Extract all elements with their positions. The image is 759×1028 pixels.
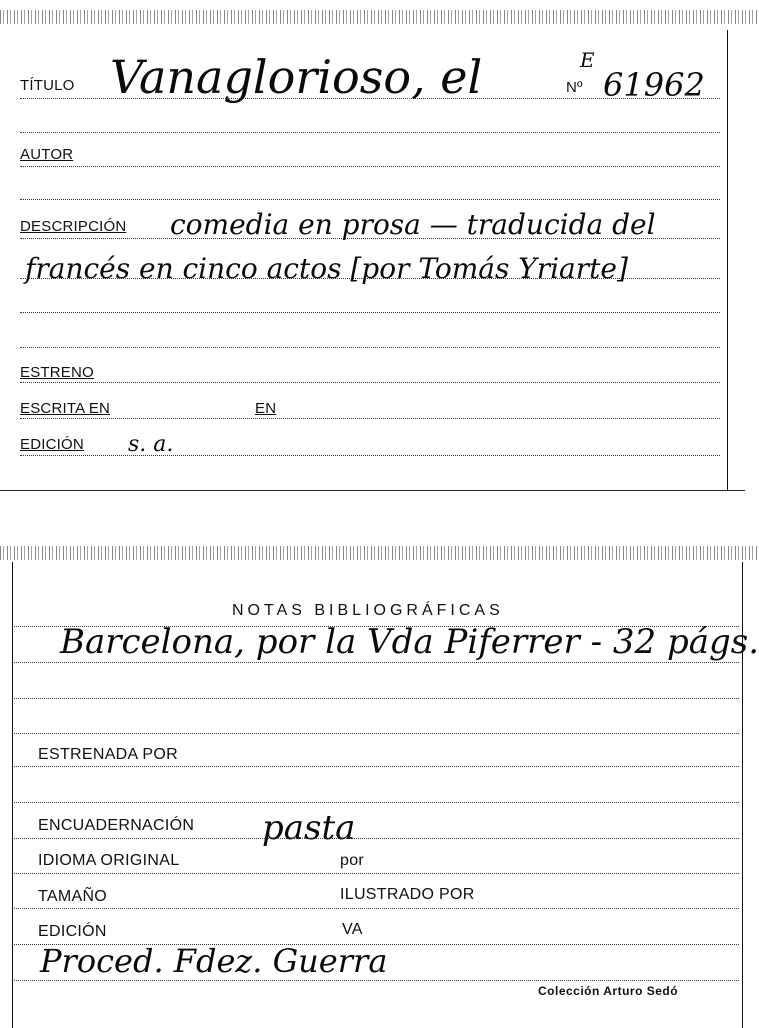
tamano-label: TAMAÑO bbox=[38, 888, 108, 905]
descripcion-line2: francés en cinco actos [por Tomás Yriarte] bbox=[25, 252, 628, 285]
descripcion-label: DESCRIPCIÓN bbox=[20, 218, 127, 235]
ruled-line bbox=[20, 347, 720, 348]
numero-mark: E bbox=[580, 48, 595, 72]
edicion-label: EDICIÓN bbox=[38, 923, 107, 940]
ruled-line bbox=[20, 312, 720, 313]
idioma-original-label: IDIOMA ORIGINAL bbox=[38, 852, 180, 869]
edicion-label: EDICIÓN bbox=[20, 436, 84, 453]
escrita-en-label: ESCRITA EN bbox=[20, 400, 111, 417]
notas-value: Barcelona, por la Vda Piferrer - 32 págs. bbox=[60, 622, 759, 662]
card-border-left bbox=[12, 562, 13, 1028]
estrenada-por-label: ESTRENADA POR bbox=[38, 746, 178, 763]
ruled-line bbox=[14, 908, 739, 909]
ruled-line bbox=[14, 873, 739, 874]
autor-label: AUTOR bbox=[20, 146, 74, 163]
catalog-card-2 bbox=[0, 540, 759, 1028]
encuadernacion-value: pasta bbox=[262, 808, 356, 848]
ruled-line bbox=[14, 662, 739, 663]
ruled-line bbox=[20, 278, 720, 279]
card-border-bottom bbox=[0, 490, 745, 491]
encuadernacion-label: ENCUADERNACIÓN bbox=[38, 817, 195, 834]
ruled-line bbox=[14, 733, 739, 734]
notas-heading: NOTAS BIBLIOGRÁFICAS bbox=[232, 602, 504, 619]
catalog-card-1 bbox=[0, 0, 759, 495]
ruled-line bbox=[20, 238, 720, 239]
titulo-label: TÍTULO bbox=[20, 77, 75, 94]
numero-label: Nº bbox=[566, 79, 583, 96]
ilustrado-por-label: ILUSTRADO POR bbox=[340, 886, 475, 903]
autor-line bbox=[20, 166, 720, 167]
card-border-right bbox=[727, 30, 728, 490]
estreno-label: ESTRENO bbox=[20, 364, 94, 381]
ruled-line bbox=[20, 132, 720, 133]
numero-value: 61962 bbox=[603, 66, 705, 104]
titulo-value: Vanaglorioso, el bbox=[110, 50, 483, 104]
ruled-line bbox=[14, 838, 739, 839]
por-label: por bbox=[340, 852, 365, 869]
edicion-line bbox=[20, 455, 720, 456]
ruled-line bbox=[14, 980, 739, 981]
ruled-line bbox=[14, 766, 739, 767]
edicion-value: s. a. bbox=[128, 432, 174, 457]
estreno-line bbox=[20, 382, 720, 383]
proced-value: Proced. Fdez. Guerra bbox=[40, 942, 388, 980]
ruled-line bbox=[14, 802, 739, 803]
titulo-line bbox=[20, 98, 720, 99]
escrita-line bbox=[20, 418, 720, 419]
en-label: EN bbox=[255, 400, 277, 417]
descripcion-line1: comedia en prosa — traducida del bbox=[170, 208, 656, 241]
va-label: VA bbox=[342, 921, 363, 938]
ruled-line bbox=[14, 698, 739, 699]
collection-footer: Colección Arturo Sedó bbox=[538, 984, 679, 998]
ruled-line bbox=[20, 199, 720, 200]
